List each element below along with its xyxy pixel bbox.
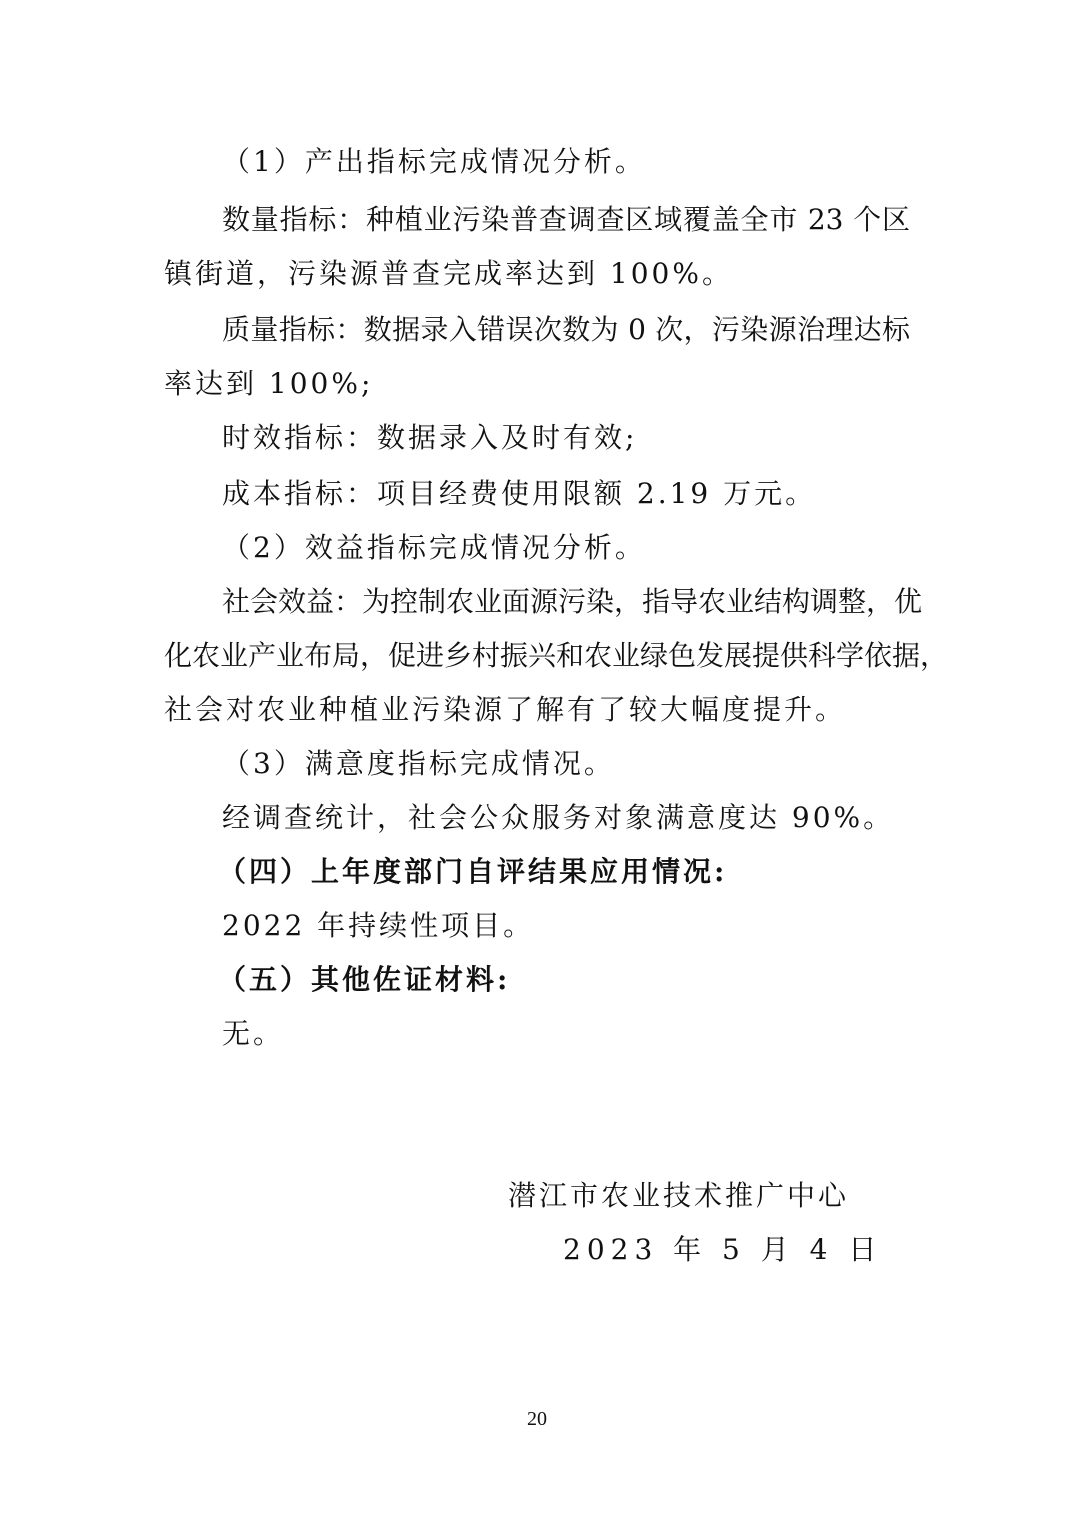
satisfaction-result: 经调查统计，社会公众服务对象满意度达 90%。 bbox=[222, 801, 895, 834]
quality-indicator-line-1: 质量指标：数据录入错误次数为 0 次，污染源治理达标 bbox=[222, 313, 910, 346]
social-benefit-line-2: 化农业产业布局，促进乡村振兴和农业绿色发展提供科学依据， bbox=[164, 639, 949, 672]
page-number: 20 bbox=[527, 1408, 547, 1430]
quantity-indicator-line-2: 镇街道，污染源普查完成率达到 100%。 bbox=[164, 257, 733, 290]
section-four-heading: （四）上年度部门自评结果应用情况: bbox=[218, 855, 728, 888]
section-five-content: 无。 bbox=[222, 1017, 285, 1050]
section-five-heading: （五）其他佐证材料: bbox=[218, 963, 511, 996]
cost-indicator: 成本指标：项目经费使用限额 2.19 万元。 bbox=[222, 477, 817, 510]
signature-organization: 潜江市农业技术推广中心 bbox=[508, 1179, 850, 1212]
output-indicator-heading: （1）产出指标完成情况分析。 bbox=[222, 145, 646, 178]
signature-date: 2023 年 5 月 4 日 bbox=[563, 1233, 883, 1266]
social-benefit-line-3: 社会对农业种植业污染源了解有了较大幅度提升。 bbox=[164, 693, 847, 726]
benefit-indicator-heading: （2）效益指标完成情况分析。 bbox=[222, 531, 646, 564]
satisfaction-indicator-heading: （3）满意度指标完成情况。 bbox=[222, 747, 615, 780]
quantity-indicator-line-1: 数量指标：种植业污染普查调查区域覆盖全市 23 个区 bbox=[222, 203, 910, 236]
quality-indicator-line-2: 率达到 100%; bbox=[164, 367, 374, 400]
timeliness-indicator: 时效指标：数据录入及时有效; bbox=[222, 421, 638, 454]
social-benefit-line-1: 社会效益：为控制农业面源污染，指导农业结构调整，优 bbox=[222, 585, 923, 618]
section-four-content: 2022 年持续性项目。 bbox=[222, 909, 535, 942]
